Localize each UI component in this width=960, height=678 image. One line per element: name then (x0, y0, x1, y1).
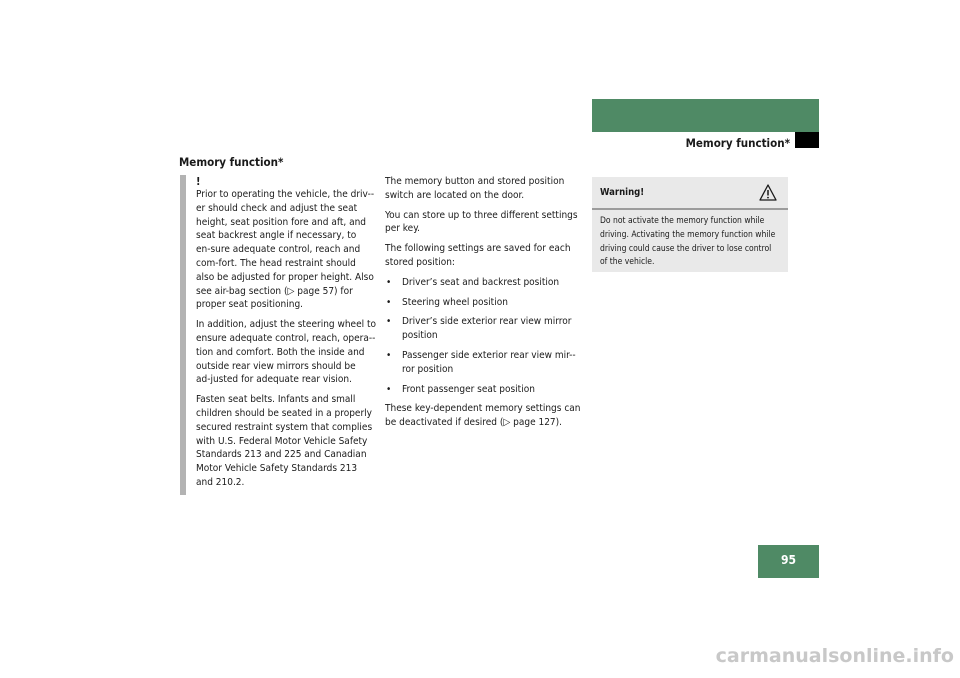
list-item (385, 276, 581, 290)
bullet-icon: • (386, 316, 392, 328)
bullet-icon: • (386, 383, 392, 395)
watermark: carmanualsonline.info (715, 645, 954, 667)
section-title: Controls in detail (823, 115, 929, 129)
note-paragraph: In addition, adjust the steering wheel to ensure adequate control, reach, opera-tion and comfort. Both the inside and outside rear view mirrors should be ad-justed for adequate rear vision. (196, 319, 376, 386)
note-paragraph: Prior to operating the vehicle, the driv-er should check and adjust the seat height, seat position fore and aft, and seat backrest angle if necessary, to en-sure adequate control, reach and com-fort. The head restraint should also be adjusted for proper height. Also see air-bag section (▷ page 57) for proper seat positioning. (196, 189, 375, 311)
list-item-text: Driver’s side exterior rear view mirror position (402, 316, 572, 342)
note-paragraph: Fasten seat belts. Infants and small children should be seated in a properly secured restraint system that complies with U.S. Federal Motor Vehicle Safety Standards 213 and 225 and Canadian Motor Vehicle Safety Standards 213 and 210.2. (196, 394, 373, 488)
list-item (385, 296, 581, 310)
warning-text: Do not activate the memory function while driving. Activating the memory function while driving could cause the driver to lose control of the vehicle. (600, 216, 776, 268)
exclamation-icon: ! (196, 175, 201, 188)
list-item (385, 315, 581, 343)
bullet-icon: • (386, 296, 392, 308)
note-block (196, 176, 376, 496)
warning-triangle-icon (759, 184, 777, 201)
settings-list (385, 276, 581, 397)
main-text-column (385, 175, 581, 436)
page-title: Memory function* (179, 155, 284, 169)
list-item-text: Steering wheel position (402, 296, 508, 308)
intro-text: The memory button and stored position switch are located on the door. (385, 176, 565, 201)
list-item-text: Front passenger seat position (402, 383, 535, 395)
subsection-title: Memory function* (685, 136, 790, 150)
warning-label: Warning! (600, 187, 645, 198)
list-item (385, 383, 581, 397)
list-item-text: Passenger side exterior rear view mir-ror position (402, 349, 576, 375)
bullet-icon: • (386, 276, 392, 288)
warning-header (592, 177, 788, 210)
warning-box (592, 177, 788, 272)
bullet-icon: • (386, 349, 392, 361)
list-intro: The following settings are saved for each stored position: (385, 243, 571, 268)
store-text: You can store up to three different settings per key. (385, 209, 578, 235)
header-marker (795, 132, 819, 148)
page-number: 95 (780, 553, 797, 567)
list-item (385, 349, 581, 377)
closing-text: These key-dependent memory settings can be deactivated if desired (▷ page 127). (385, 403, 581, 429)
list-item-text: Driver’s seat and backrest position (402, 276, 560, 288)
page-number-box (758, 545, 819, 578)
note-bar (180, 175, 186, 495)
header-band (592, 99, 819, 132)
